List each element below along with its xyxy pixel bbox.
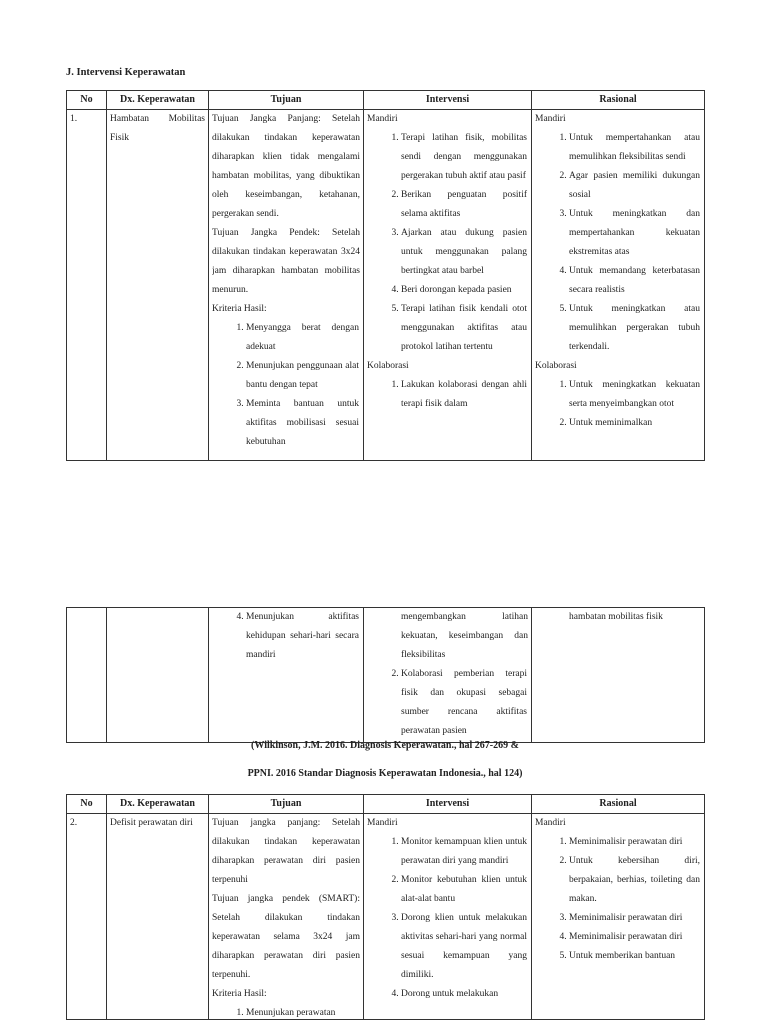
list-item: 3. Untuk meningkatkan dan mempertahankan kekuatan ekstremitas atas [569,205,701,262]
list-item: 1. Menyangga berat dengan adekuat [246,319,360,357]
list-item: 5. Untuk memberikan bantuan [569,947,701,966]
rasional-cell [532,110,705,461]
reference-line-1: (Wilkinson, J.M. 2016. Diagnosis Keperawatan., hal 267-269 & [251,740,519,751]
kriteria-label: Kriteria Hasil: [212,989,267,999]
list-item: 2. Kolaborasi pemberian terapi fisik dan okupasi sebagai sumber rencana aktifitas perawatan pasien [401,665,528,741]
intervention-table-1 [66,90,705,461]
list-item: 2. Agar pasien memiliki dukungan sosial [569,167,701,205]
kriteria-list [212,1004,360,1019]
list-item: 2. Untuk meminimalkan [569,414,701,433]
list-item: 4. Beri dorongan kepada pasien [401,281,528,300]
list-item: 4. Menunjukan aktifitas kehidupan sehari-hari secara mandiri [246,608,360,665]
list-item: 1. Lakukan kolaborasi dengan ahli terapi fisik dalam [401,376,528,414]
header-intervensi: Intervensi [364,795,532,814]
section-heading: J. Intervensi Keperawatan [66,67,186,78]
row-number: 1. [67,110,107,461]
intervention-table-2 [66,794,705,1020]
list-item: 1. Monitor kemampuan klien untuk perawatan diri yang mandiri [401,833,528,871]
header-tujuan: Tujuan [209,795,364,814]
intervensi-kolaborasi-list [367,665,528,741]
rasional-cell [532,608,705,743]
list-item: 3. Meminimalisir perawatan diri [569,909,701,928]
list-item: 4. Untuk memandang keterbatasan secara realistis [569,262,701,300]
intervensi-cell [364,814,532,1020]
rasional-mandiri-list [535,833,701,966]
kriteria-list [212,319,360,452]
tujuan-cell [209,110,364,461]
header-dx: Dx. Keperawatan [107,91,209,110]
rasional-kolaborasi-list [535,376,701,433]
intervensi-mandiri-list [367,833,528,1004]
header-dx: Dx. Keperawatan [107,795,209,814]
intervensi-cell [364,608,532,743]
rasional-mandiri-list [535,129,701,357]
list-item: 5. Untuk meningkatkan atau memulihkan pergerakan tubuh terkendali. [569,300,701,357]
header-tujuan: Tujuan [209,91,364,110]
list-item: 2. Berikan penguatan positif selama aktifitas [401,186,528,224]
list-item: 2. Monitor kebutuhan klien untuk alat-alat bantu [401,871,528,909]
tujuan-short-term: Tujuan Jangka Pendek: Setelah dilakukan tindakan keperawatan 3x24 jam diharapkan hambatan mobilitas menurun. [212,228,360,295]
intervensi-continuation: mengembangkan latihan kekuatan, keseimbangan dan fleksibilitas [401,612,528,660]
list-item: 1. Untuk meningkatkan kekuatan serta menyeimbangkan otot [569,376,701,414]
rasional-cell [532,814,705,1020]
mandiri-label: Mandiri [367,114,398,124]
list-item: 2. Menunjukan penggunaan alat bantu dengan tepat [246,357,360,395]
list-item: 1. Terapi latihan fisik, mobilitas sendi dengan menggunakan pergerakan tubuh aktif atau pasif [401,129,528,186]
tujuan-cell [209,814,364,1020]
row-number: 2. [67,814,107,1020]
reference-line-2: PPNI. 2016 Standar Diagnosis Keperawatan Indonesia., hal 124) [247,768,523,779]
list-item: 2. Untuk kebersihan diri, berpakaian, berhias, toileting dan makan. [569,852,701,909]
header-no: No [67,91,107,110]
list-item: 3. Meminta bantuan untuk aktifitas mobilisasi sesuai kebutuhan [246,395,360,452]
mandiri-label: Mandiri [367,818,398,828]
list-item: 3. Dorong klien untuk melakukan aktivitas sehari-hari yang normal sesuai kemampuan yang dimiliki. [401,909,528,985]
tujuan-short-term: Tujuan jangka pendek (SMART): Setelah dilakukan tindakan keperawatan selama 3x24 jam diharapkan perawatan diri pasien terpenuhi. [212,894,360,980]
diagnosis-cell: Defisit perawatan diri [107,814,209,1020]
list-item: 1. Menunjukan perawatan [246,1004,360,1019]
mandiri-label: Mandiri [535,818,566,828]
header-rasional: Rasional [532,795,705,814]
tujuan-long-term: Tujuan jangka panjang: Setelah dilakukan tindakan keperawatan diharapkan perawatan diri pasien terpenuhi [212,818,360,885]
intervensi-mandiri-list [367,129,528,357]
list-item: 1. Untuk mempertahankan atau memulihkan fleksibilitas sendi [569,129,701,167]
list-item: 3. Ajarkan atau dukung pasien untuk menggunakan palang bertingkat atau barbel [401,224,528,281]
kriteria-list [212,608,360,665]
list-item: 1. Meminimalisir perawatan diri [569,833,701,852]
list-item: 4. Dorong untuk melakukan [401,985,528,1004]
header-rasional: Rasional [532,91,705,110]
tujuan-long-term: Tujuan Jangka Panjang: Setelah dilakukan tindakan keperawatan diharapkan klien tidak mengalami hambatan mobilitas, yang dibuktikan oleh keseimbangan, ketahanan, pergerakan sendi. [212,114,360,219]
row-number [67,608,107,743]
diagnosis-cell [107,608,209,743]
header-no: No [67,795,107,814]
mandiri-label: Mandiri [535,114,566,124]
tujuan-cell [209,608,364,743]
intervensi-cell [364,110,532,461]
intervensi-kolaborasi-list [367,376,528,414]
kriteria-label: Kriteria Hasil: [212,304,267,314]
list-item: 4. Meminimalisir perawatan diri [569,928,701,947]
kolaborasi-label: Kolaborasi [535,361,577,371]
header-intervensi: Intervensi [364,91,532,110]
diagnosis-cell: Hambatan Mobilitas Fisik [107,110,209,461]
rasional-continuation: hambatan mobilitas fisik [569,612,663,622]
list-item: 5. Terapi latihan fisik kendali otot menggunakan aktifitas atau protokol latihan tertentu [401,300,528,357]
kolaborasi-label: Kolaborasi [367,361,409,371]
intervention-table-1-continued [66,607,705,743]
